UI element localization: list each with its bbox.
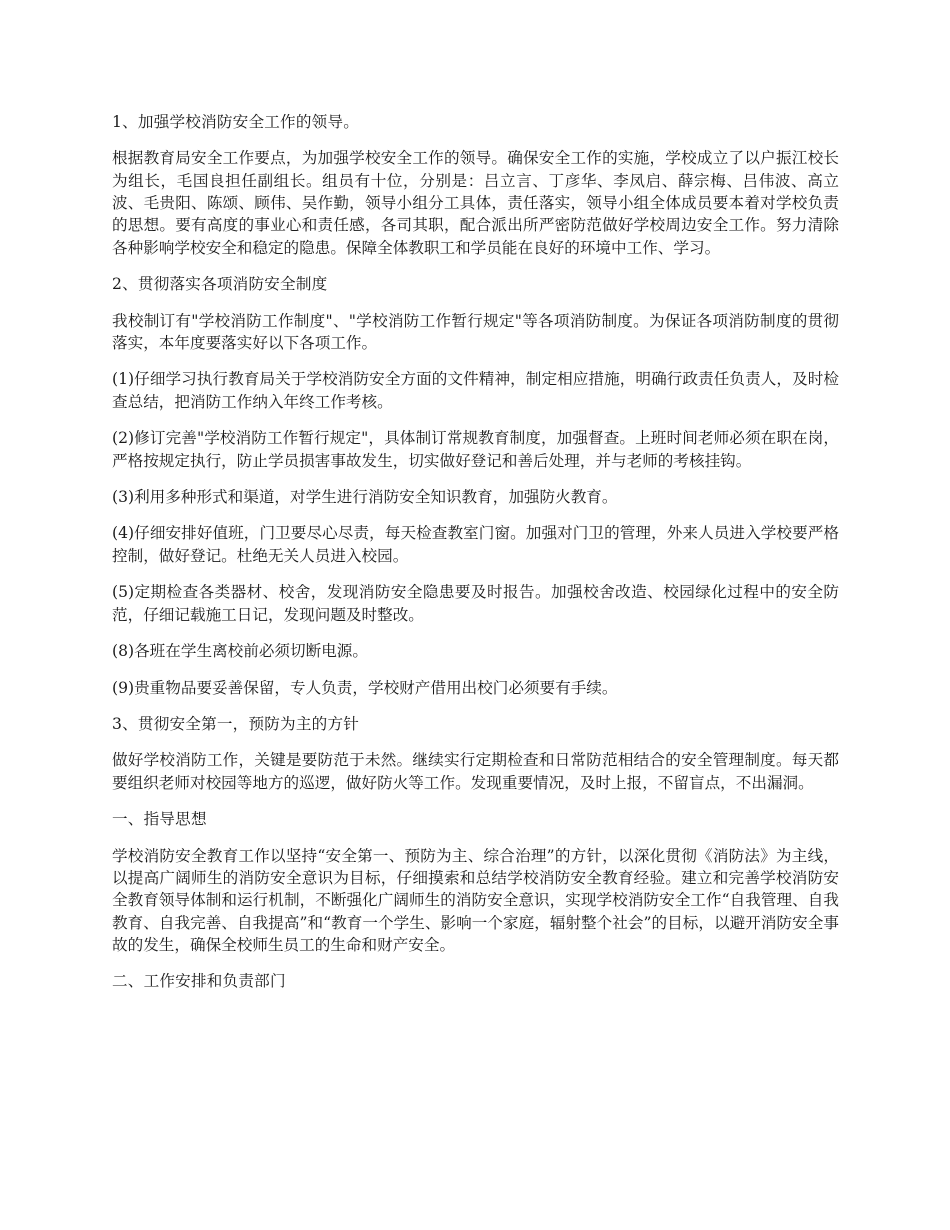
paragraph-prevention: 做好学校消防工作，关键是要防范于未然。继续实行定期检查和日常防范相结合的安全管理制度。每天都要组织老师对校园等地方的巡逻，做好防火等工作。发现重要情况，及时上报，不留盲点，不出漏洞。 (112, 751, 839, 792)
list-item-4: (4)仔细安排好值班，门卫要尽心尽责，每天检查教室门窗。加强对门卫的管理，外来人员进入学校要严格控制，做好登记。杜绝无关人员进入校园。 (112, 524, 839, 565)
paragraph-guiding-ideology: 学校消防安全教育工作以坚持“安全第一、预防为主、综合治理”的方针，以深化贯彻《消防法》为主线，以提高广阔师生的消防安全意识为目标，仔细摸索和总结学校消防安全教育经验。建立和完善学校消防安全教育领导体制和运行机制，不断强化广阔师生的消防安全意识，实现学校消防安全工作“自我管理、自我教育、自我完善、自我提高”和“教育一个学生、影响一个家庭，辐射整个社会”的目标，以避开消防安全事故的发生，确保全校师生员工的生命和财产安全。 (112, 846, 839, 954)
list-item-9: (9)贵重物品要妥善保留，专人负责，学校财产借用出校门必须要有手续。 (112, 678, 618, 697)
list-item-3: (3)利用多种形式和渠道，对学生进行消防安全知识教育，加强防火教育。 (112, 487, 618, 506)
list-item-1: (1)仔细学习执行教育局关于学校消防安全方面的文件精神，制定相应措施，明确行政责任负责人，及时检查总结，把消防工作纳入年终工作考核。 (112, 370, 839, 411)
paragraph-leadership: 根据教育局安全工作要点，为加强学校安全工作的领导。确保安全工作的实施，学校成立了以户振江校长为组长，毛国良担任副组长。组员有十位，分别是：吕立言、丁彦华、李凤启、薛宗梅、吕伟波、高立波、毛贵阳、陈颂、顾伟、吴作勤，领导小组分工具体，责任落实，领导小组全体成员要本着对学校负责的思想。要有高度的事业心和责任感，各司其职，配合派出所严密防范做好学校周边安全工作。努力清除各种影响学校安全和稳定的隐患。保障全体教职工和学员能在良好的环境中工作、学习。 (112, 149, 839, 257)
section-heading-work-arrangement: 二、工作安排和负责部门 (112, 972, 286, 991)
section-heading-2: 2、贯彻落实各项消防安全制度 (112, 275, 328, 294)
list-item-5: (5)定期检查各类器材、校舍，发现消防安全隐患要及时报告。加强校舍改造、校园绿化过程中的安全防范，仔细记载施工日记，发现问题及时整改。 (112, 583, 839, 624)
section-heading-guiding-ideology: 一、指导思想 (112, 810, 207, 829)
list-item-2: (2)修订完善"学校消防工作暂行规定"，具体制订常规教育制度，加强督查。上班时间老师必须在职在岗，严格按规定执行，防止学员损害事故发生，切实做好登记和善后处理，并与老师的考核挂钩。 (112, 429, 839, 470)
section-heading-1: 1、加强学校消防安全工作的领导。 (112, 113, 360, 131)
list-item-8: (8)各班在学生离校前必须切断电源。 (112, 642, 368, 661)
section-heading-3: 3、贯彻安全第一，预防为主的方针 (112, 715, 360, 733)
paragraph-regulations: 我校制订有"学校消防工作制度"、"学校消防工作暂行规定"等各项消防制度。为保证各项消防制度的贯彻落实，本年度要落实好以下各项工作。 (112, 311, 839, 352)
document-body (112, 111, 839, 1007)
